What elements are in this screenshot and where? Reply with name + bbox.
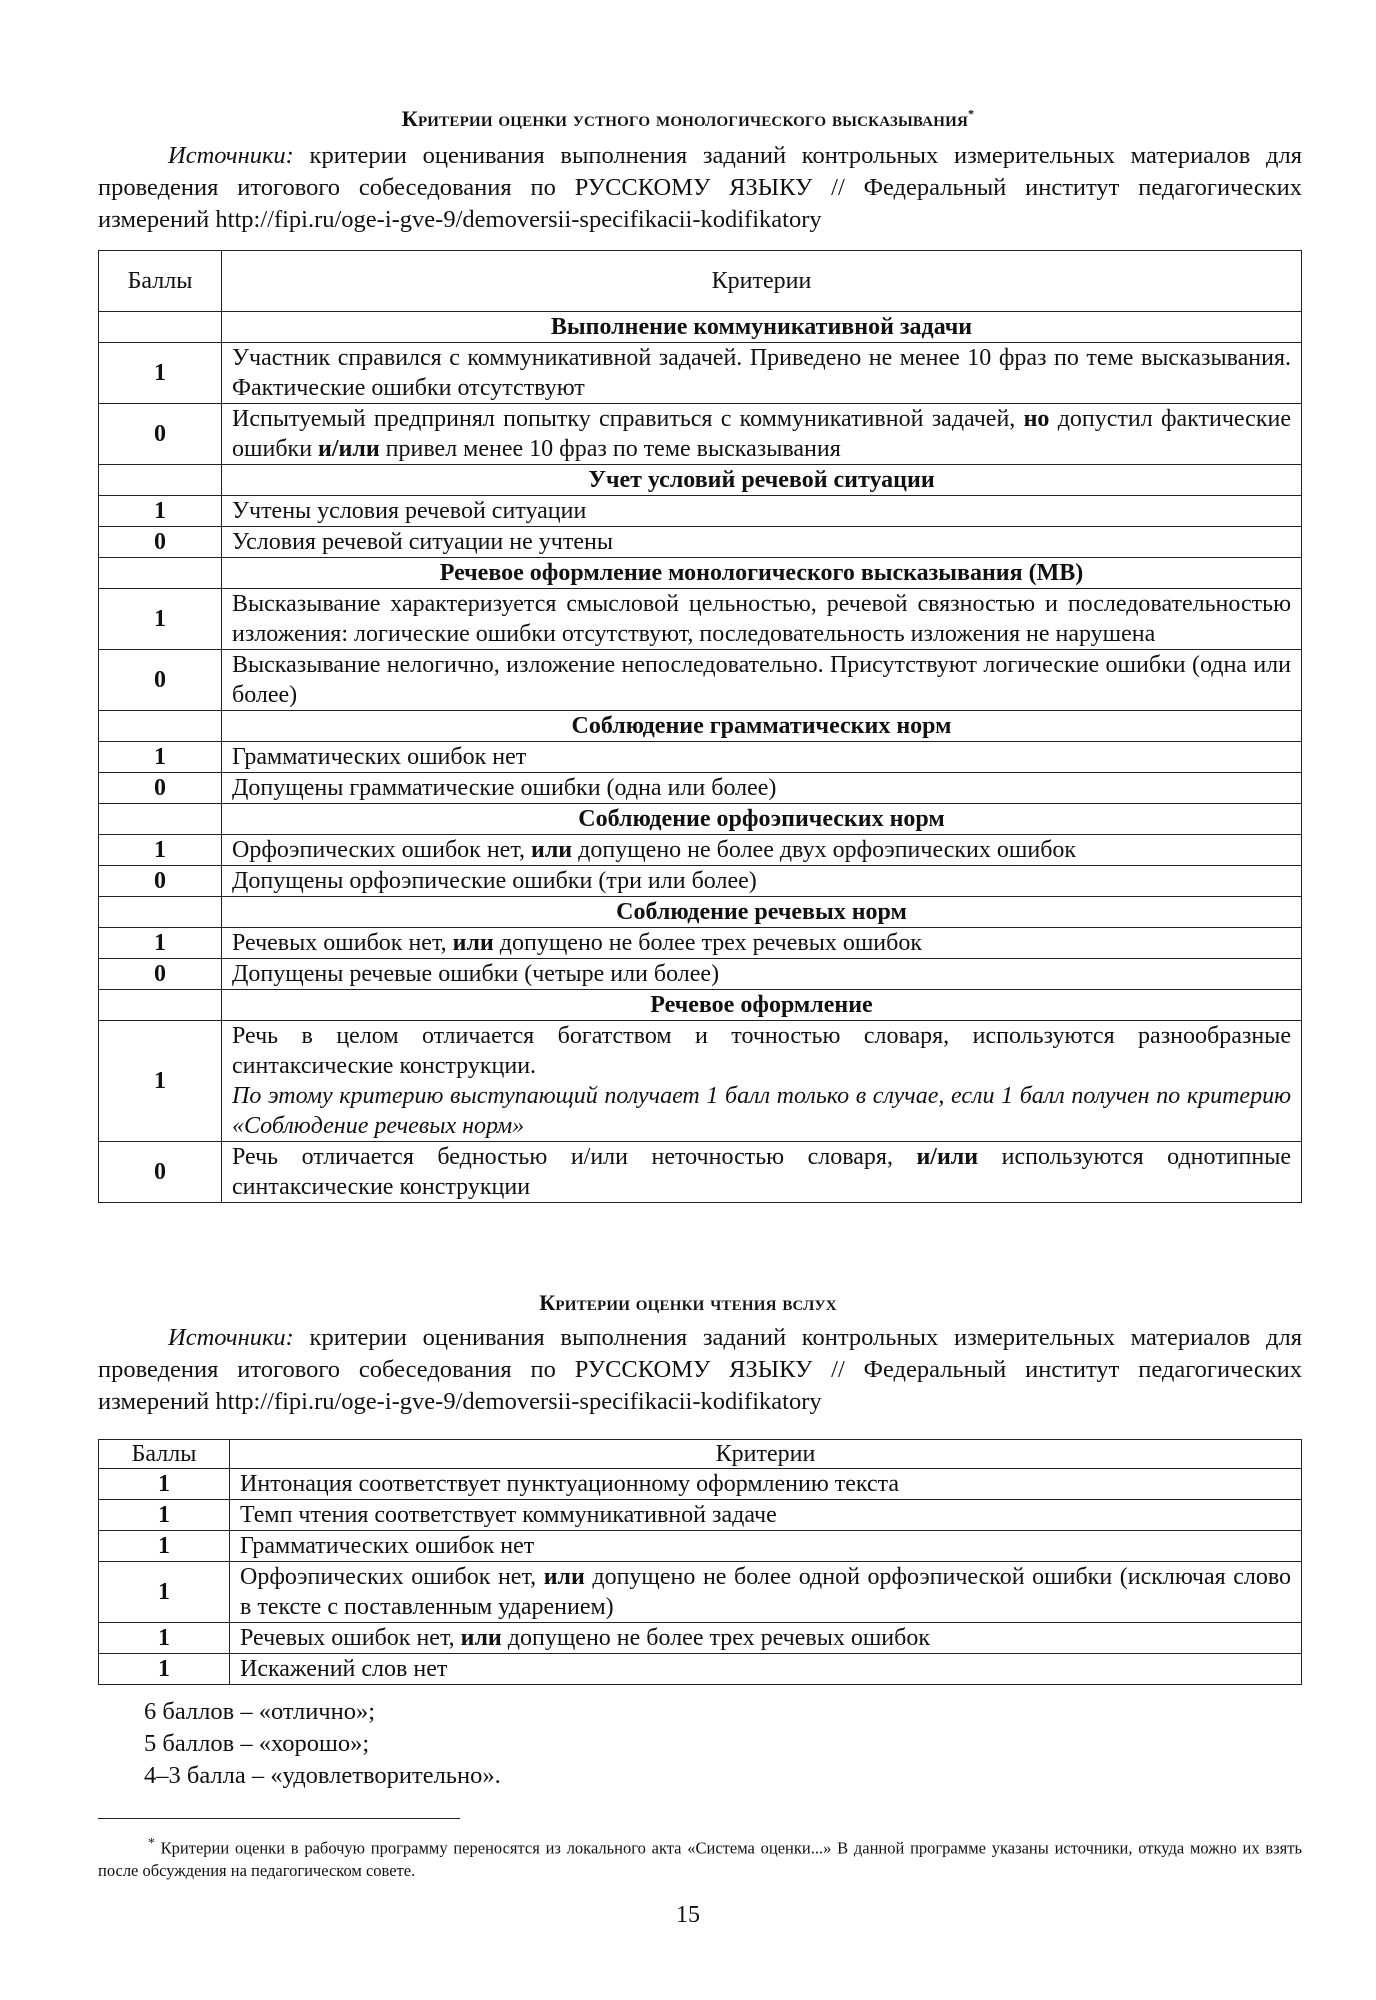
table-row [99, 773, 1302, 804]
criteria-text: Речевых ошибок нет, [240, 1625, 461, 1651]
section-heading: Выполнение коммуникативной задачи [222, 312, 1302, 343]
header-score: Баллы [99, 251, 222, 312]
section-heading: Учет условий речевой ситуации [222, 465, 1302, 496]
table-row [99, 835, 1302, 866]
criteria-text: Учтены условия речевой ситуации [232, 498, 587, 524]
section2-sources [98, 1322, 1302, 1418]
monologue-criteria-table [98, 250, 1302, 1203]
header-criteria: Критерии [222, 251, 1302, 312]
grade-satisfactory: 4–3 балла – «удовлетворительно». [144, 1762, 501, 1789]
criteria-text: Искажений слов нет [240, 1656, 448, 1682]
score-cell: 1 [99, 1623, 230, 1654]
header-criteria: Критерии [230, 1440, 1302, 1469]
criteria-cell [230, 1531, 1302, 1562]
criteria-text: Условия речевой ситуации не учтены [232, 529, 613, 555]
empty-score-cell [99, 990, 222, 1021]
section1-sources [98, 140, 1302, 236]
section-row [99, 312, 1302, 343]
criteria-text: Допущены грамматические ошибки (одна или более) [232, 775, 777, 801]
score-cell: 1 [99, 496, 222, 527]
table-body [99, 1440, 1302, 1685]
score-cell: 1 [99, 1469, 230, 1500]
table-row [99, 866, 1302, 897]
table-header-row [99, 1440, 1302, 1469]
criteria-text: Грамматических ошибок нет [232, 744, 527, 770]
criteria-cell [222, 1142, 1302, 1203]
table-row [99, 343, 1302, 404]
criteria-text: Испытуемый предпринял попытку справиться с коммуникативной задачей, [232, 406, 1024, 432]
criteria-text: используются однотипные синтаксические конструкции [232, 1144, 1291, 1200]
criteria-cell [222, 742, 1302, 773]
empty-score-cell [99, 711, 222, 742]
table-header-row [99, 251, 1302, 312]
criteria-text: Грамматических ошибок нет [240, 1533, 535, 1559]
section2-title: Критерии оценки чтения вслух [539, 1290, 837, 1315]
criteria-text: Участник справился с коммуникативной задачей. Приведено не менее 10 фраз по теме высказывания. Фактические ошибки отсутствуют [232, 345, 1291, 401]
footnote [98, 1832, 1302, 1882]
criteria-cell [222, 496, 1302, 527]
sources-label: Источники: [168, 1324, 294, 1351]
empty-score-cell [99, 465, 222, 496]
criteria-text: допущено не более одной орфоэпической ошибки (исключая слово в тексте с поставленным ударением) [240, 1564, 1291, 1620]
section-heading: Речевое оформление монологического высказывания (МВ) [222, 558, 1302, 589]
footnote-mark: * [148, 1835, 155, 1850]
table-row [99, 527, 1302, 558]
score-cell: 0 [99, 404, 222, 465]
criteria-cell [222, 773, 1302, 804]
sources-label: Источники: [168, 142, 294, 169]
emphasis-text: или [543, 1564, 585, 1590]
criteria-cell [222, 866, 1302, 897]
note-text: По этому критерию выступающий получает 1 балл только в случае, если 1 балл получен по критерию «Соблюдение речевых норм» [232, 1083, 1291, 1139]
page-number: 15 [676, 1902, 700, 1928]
criteria-cell [230, 1562, 1302, 1623]
criteria-text: Высказывание характеризуется смысловой цельностью, речевой связностью и последовательностью изложения: логические ошибки отсутствуют, последовательность изложения не нарушена [232, 591, 1291, 647]
criteria-text: Речевых ошибок нет, [232, 930, 453, 956]
section-row [99, 990, 1302, 1021]
criteria-cell [230, 1500, 1302, 1531]
footnote-divider [98, 1818, 460, 1819]
criteria-cell [222, 527, 1302, 558]
emphasis-text: или [531, 837, 573, 863]
score-cell: 0 [99, 959, 222, 990]
table-row [99, 1623, 1302, 1654]
criteria-cell [222, 1021, 1302, 1142]
score-cell: 1 [99, 589, 222, 650]
table-row [99, 1142, 1302, 1203]
criteria-cell [230, 1623, 1302, 1654]
score-cell: 1 [99, 928, 222, 959]
emphasis-text: и/или [318, 436, 380, 462]
criteria-cell [222, 928, 1302, 959]
criteria-text: Орфоэпических ошибок нет, [232, 837, 532, 863]
criteria-cell [222, 404, 1302, 465]
score-cell: 0 [99, 527, 222, 558]
sources-text: критерии оценивания выполнения заданий контрольных измерительных материалов для проведения итогового собеседования по РУССКОМУ ЯЗЫКУ // Федеральный институт педагогических измерений http://fipi.ru/oge-i-gve-9/demoversii-specifikacii-kodifikatory [98, 142, 1302, 233]
criteria-text: Речь в целом отличается богатством и точностью словаря, используются разнообразные синтаксические конструкции. [232, 1023, 1291, 1079]
section-heading: Соблюдение орфоэпических норм [222, 804, 1302, 835]
criteria-text: привел менее 10 фраз по теме высказывания [379, 436, 841, 462]
criteria-text: Допущены орфоэпические ошибки (три или более) [232, 868, 757, 894]
section-row [99, 897, 1302, 928]
footnote-text: Критерии оценки в рабочую программу переносятся из локального акта «Система оценки...» В данной программе указаны источники, откуда можно их взять после обсуждения на педагогическом совете. [98, 1838, 1302, 1880]
header-score: Баллы [99, 1440, 230, 1469]
criteria-text: допущено не более трех речевых ошибок [501, 1625, 931, 1651]
emphasis-text: и/или [916, 1144, 979, 1170]
score-cell: 0 [99, 650, 222, 711]
criteria-cell [230, 1654, 1302, 1685]
empty-score-cell [99, 312, 222, 343]
criteria-text: допущено не более двух орфоэпических ошибок [572, 837, 1077, 863]
criteria-text: Орфоэпических ошибок нет, [240, 1564, 544, 1590]
criteria-cell [222, 959, 1302, 990]
criteria-text: Допущены речевые ошибки (четыре или более) [232, 961, 720, 987]
section-row [99, 711, 1302, 742]
section-heading: Соблюдение речевых норм [222, 897, 1302, 928]
score-cell: 1 [99, 1500, 230, 1531]
criteria-text: Речь отличается бедностью и/или неточностью словаря, [232, 1144, 917, 1170]
score-cell: 1 [99, 1021, 222, 1142]
section-row [99, 465, 1302, 496]
criteria-cell [222, 343, 1302, 404]
score-cell: 0 [99, 1142, 222, 1203]
criteria-cell [222, 589, 1302, 650]
criteria-text: Интонация соответствует пунктуационному оформлению текста [240, 1471, 900, 1497]
table-body [99, 251, 1302, 1203]
score-cell: 0 [99, 866, 222, 897]
score-cell: 0 [99, 773, 222, 804]
table-row [99, 928, 1302, 959]
section-row [99, 804, 1302, 835]
grade-good: 5 баллов – «хорошо»; [144, 1730, 370, 1757]
score-cell: 1 [99, 343, 222, 404]
table-row [99, 1021, 1302, 1142]
table-row [99, 742, 1302, 773]
score-cell: 1 [99, 742, 222, 773]
section-heading: Речевое оформление [222, 990, 1302, 1021]
empty-score-cell [99, 897, 222, 928]
criteria-text: Темп чтения соответствует коммуникативной задаче [240, 1502, 777, 1528]
criteria-text: Высказывание нелогично, изложение непоследовательно. Присутствуют логические ошибки (одна или более) [232, 652, 1291, 708]
table-row [99, 404, 1302, 465]
section-heading: Соблюдение грамматических норм [222, 711, 1302, 742]
footnote-mark: * [968, 106, 975, 121]
emphasis-text: или [460, 1625, 502, 1651]
table-row [99, 589, 1302, 650]
score-cell: 1 [99, 1654, 230, 1685]
section1-title-text: Критерии оценки устного монологического высказывания [401, 106, 968, 131]
emphasis-text: но [1023, 406, 1050, 432]
reading-criteria-table [98, 1439, 1302, 1685]
criteria-cell [230, 1469, 1302, 1500]
grades-list [144, 1696, 501, 1792]
section-row [99, 558, 1302, 589]
section1-title [0, 106, 1376, 132]
score-cell: 1 [99, 1531, 230, 1562]
empty-score-cell [99, 804, 222, 835]
table-row [99, 1500, 1302, 1531]
empty-score-cell [99, 558, 222, 589]
table-row [99, 1531, 1302, 1562]
criteria-cell [222, 835, 1302, 866]
table-row [99, 1562, 1302, 1623]
criteria-text: допущено не более трех речевых ошибок [493, 930, 923, 956]
score-cell: 1 [99, 1562, 230, 1623]
table-row [99, 959, 1302, 990]
emphasis-text: или [452, 930, 494, 956]
criteria-text: допустил фактические ошибки [232, 406, 1291, 462]
score-cell: 1 [99, 835, 222, 866]
criteria-cell [222, 650, 1302, 711]
table-row [99, 496, 1302, 527]
sources-text: критерии оценивания выполнения заданий контрольных измерительных материалов для проведения итогового собеседования по РУССКОМУ ЯЗЫКУ // Федеральный институт педагогических измерений http://fipi.ru/oge-i-gve-9/demoversii-specifikacii-kodifikatory [98, 1324, 1302, 1415]
table-row [99, 1469, 1302, 1500]
grade-excellent: 6 баллов – «отлично»; [144, 1698, 376, 1725]
table-row [99, 650, 1302, 711]
table-row [99, 1654, 1302, 1685]
